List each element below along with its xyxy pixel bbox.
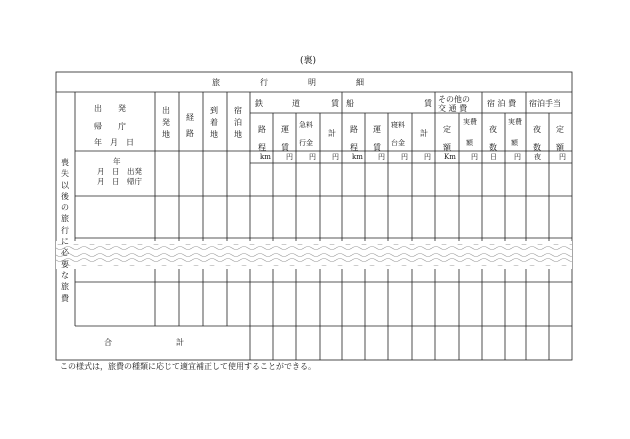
railway-header-c: 賃 (331, 99, 339, 108)
first-row-return-date: 月 日 帰庁 (97, 177, 142, 186)
unit-day: 日 (490, 153, 497, 161)
header-departure-place: 出発地 (162, 106, 170, 139)
railway-distance: 路程 (258, 125, 266, 152)
page-heading: (裏) (300, 56, 317, 66)
header-depart: 出 発 (94, 104, 126, 113)
unit-yen-other: 円 (471, 153, 478, 161)
table-title: 旅 行 明 細 (212, 78, 364, 87)
ship-distance: 路程 (350, 125, 358, 152)
unit-night: 夜 (534, 153, 541, 161)
table-border (56, 72, 572, 360)
header-arrival-place: 到着地 (210, 106, 218, 139)
railway-subtotal: 計 (328, 129, 336, 138)
lodging-cost-nights: 夜数 (489, 125, 497, 152)
header-route: 経路 (186, 113, 194, 138)
railway-express: 急料 (299, 121, 313, 129)
unit-km-ship: km (352, 153, 363, 161)
lodging-allowance-fixed: 定額 (556, 125, 564, 152)
lodging-cost-actual-2: 額 (511, 139, 518, 147)
header-date: 年 月 日 (94, 138, 134, 147)
ship-subtotal: 計 (420, 129, 428, 138)
side-label: 喪失以後の旅行に必要な旅費 (61, 158, 69, 303)
total-label: 合 計 (104, 338, 184, 347)
omission-wave (56, 244, 572, 266)
other-transport-actual-1: 実費 (463, 118, 477, 126)
lodging-cost-actual-1: 実費 (508, 118, 522, 126)
ship-berth-2: 台金 (391, 139, 405, 147)
unit-yen-ship-fare: 円 (378, 153, 385, 161)
railway-header-b: 道 (292, 99, 300, 108)
unit-yen-ship-berth: 円 (401, 153, 408, 161)
lodging-allowance-nights: 夜数 (533, 125, 541, 152)
railway-header-a: 鉄 (255, 99, 263, 108)
header-lodging-place: 宿泊地 (234, 106, 242, 139)
unit-yen-lodging: 円 (514, 153, 521, 161)
ship-berth: 寝料 (391, 121, 405, 129)
lodging-allowance-header: 宿泊手当 (529, 99, 561, 108)
first-row-year: 年 (113, 157, 121, 166)
unit-yen-allowance: 円 (559, 153, 566, 161)
other-transport-header-1: その他の (438, 95, 470, 104)
unit-yen-ship-total: 円 (424, 153, 431, 161)
unit-yen-railway-fare: 円 (286, 153, 293, 161)
other-transport-header-2: 交 通 費 (438, 104, 468, 113)
unit-km-railway: km (260, 153, 271, 161)
lodging-cost-header: 宿 泊 費 (487, 99, 517, 108)
ship-header-a: 船 (346, 99, 354, 108)
other-transport-actual-2: 額 (466, 139, 473, 147)
railway-express-2: 行金 (299, 139, 313, 147)
unit-km-other: Km (444, 153, 456, 161)
first-row-depart-date: 月 日 出発 (97, 167, 142, 176)
ship-header-b: 賃 (424, 99, 432, 108)
unit-yen-railway-express: 円 (309, 153, 316, 161)
header-return: 帰 庁 (94, 122, 126, 131)
other-transport-fixed: 定額 (443, 125, 451, 152)
unit-yen-railway-total: 円 (332, 153, 339, 161)
footnote: この様式は，旅費の種類に応じて適宜補正して使用することができる。 (60, 362, 316, 371)
ship-fare: 運賃 (373, 125, 381, 152)
railway-fare: 運賃 (281, 125, 289, 152)
